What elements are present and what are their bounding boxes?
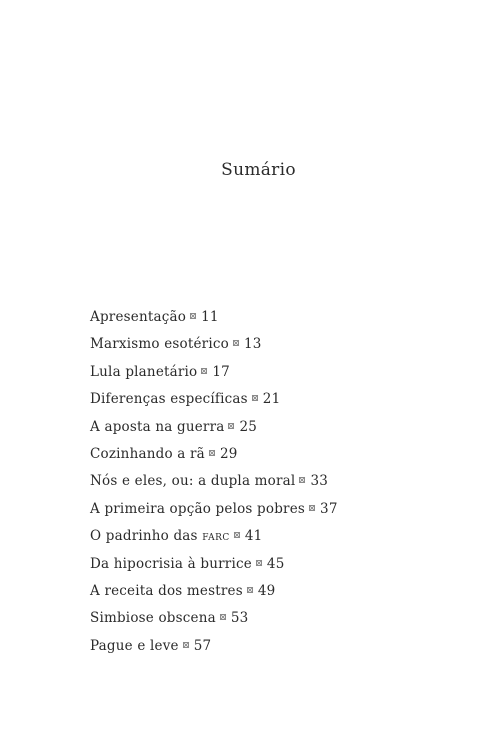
separator-icon bbox=[228, 423, 234, 429]
toc-entry bbox=[90, 331, 338, 358]
toc-entry-title: Apresentação bbox=[90, 309, 187, 325]
page-title: Sumário bbox=[221, 160, 296, 180]
toc-entry bbox=[90, 523, 338, 550]
toc-entry-title: Marxismo esotérico bbox=[90, 336, 229, 353]
toc-entry bbox=[90, 551, 338, 578]
separator-icon bbox=[233, 340, 239, 346]
toc-entry-title-acronym: farc bbox=[202, 529, 230, 544]
toc-entry-page: 53 bbox=[230, 610, 249, 627]
toc-entry-page: 11 bbox=[201, 309, 219, 325]
toc-entry-page: 41 bbox=[244, 528, 263, 545]
table-of-contents bbox=[90, 304, 338, 660]
toc-entry-page: 25 bbox=[239, 418, 258, 435]
separator-icon bbox=[309, 505, 315, 511]
toc-entry-page: 49 bbox=[257, 582, 276, 599]
toc-entry bbox=[90, 359, 338, 386]
toc-entry bbox=[90, 605, 338, 632]
toc-entry-title: Lula planetário bbox=[90, 363, 198, 380]
toc-entry-page: 45 bbox=[266, 555, 285, 572]
toc-entry-page: 17 bbox=[212, 363, 230, 380]
toc-entry bbox=[90, 441, 338, 468]
toc-entry-title: O padrinho das bbox=[90, 528, 203, 545]
separator-icon bbox=[209, 450, 215, 456]
toc-entry-title: Pague e leve bbox=[90, 637, 179, 654]
toc-entry bbox=[90, 468, 338, 495]
toc-entry-title: Diferenças específicas bbox=[90, 391, 248, 408]
toc-entry-title: Cozinhando a rã bbox=[90, 445, 205, 462]
toc-entry-page: 33 bbox=[310, 473, 329, 490]
toc-entry-page: 57 bbox=[193, 637, 212, 654]
toc-entry bbox=[90, 386, 338, 413]
toc-entry-title: A receita dos mestres bbox=[90, 582, 243, 599]
toc-entry-title: A aposta na guerra bbox=[90, 418, 225, 435]
separator-icon bbox=[183, 642, 189, 648]
toc-entry-page: 29 bbox=[219, 445, 238, 462]
toc-entry bbox=[90, 414, 338, 441]
toc-entry-title: Da hipocrisia à burrice bbox=[90, 555, 252, 572]
toc-entry-title: A primeira opção pelos pobres bbox=[90, 500, 306, 517]
toc-entry bbox=[90, 633, 338, 660]
separator-icon bbox=[299, 477, 305, 483]
separator-icon bbox=[220, 614, 226, 620]
separator-icon bbox=[256, 560, 262, 566]
toc-entry bbox=[90, 496, 338, 523]
toc-entry-page: 13 bbox=[243, 336, 262, 353]
toc-entry-page: 21 bbox=[262, 391, 281, 408]
toc-entry bbox=[90, 304, 338, 331]
toc-entry-title: Simbiose obscena bbox=[90, 610, 216, 627]
toc-entry-title: Nós e eles, ou: a dupla moral bbox=[90, 473, 296, 490]
toc-entry bbox=[90, 578, 338, 605]
separator-icon bbox=[190, 313, 196, 319]
separator-icon bbox=[201, 368, 207, 374]
toc-entry-page: 37 bbox=[320, 500, 338, 517]
separator-icon bbox=[252, 395, 258, 401]
separator-icon bbox=[247, 587, 253, 593]
separator-icon bbox=[234, 532, 240, 538]
